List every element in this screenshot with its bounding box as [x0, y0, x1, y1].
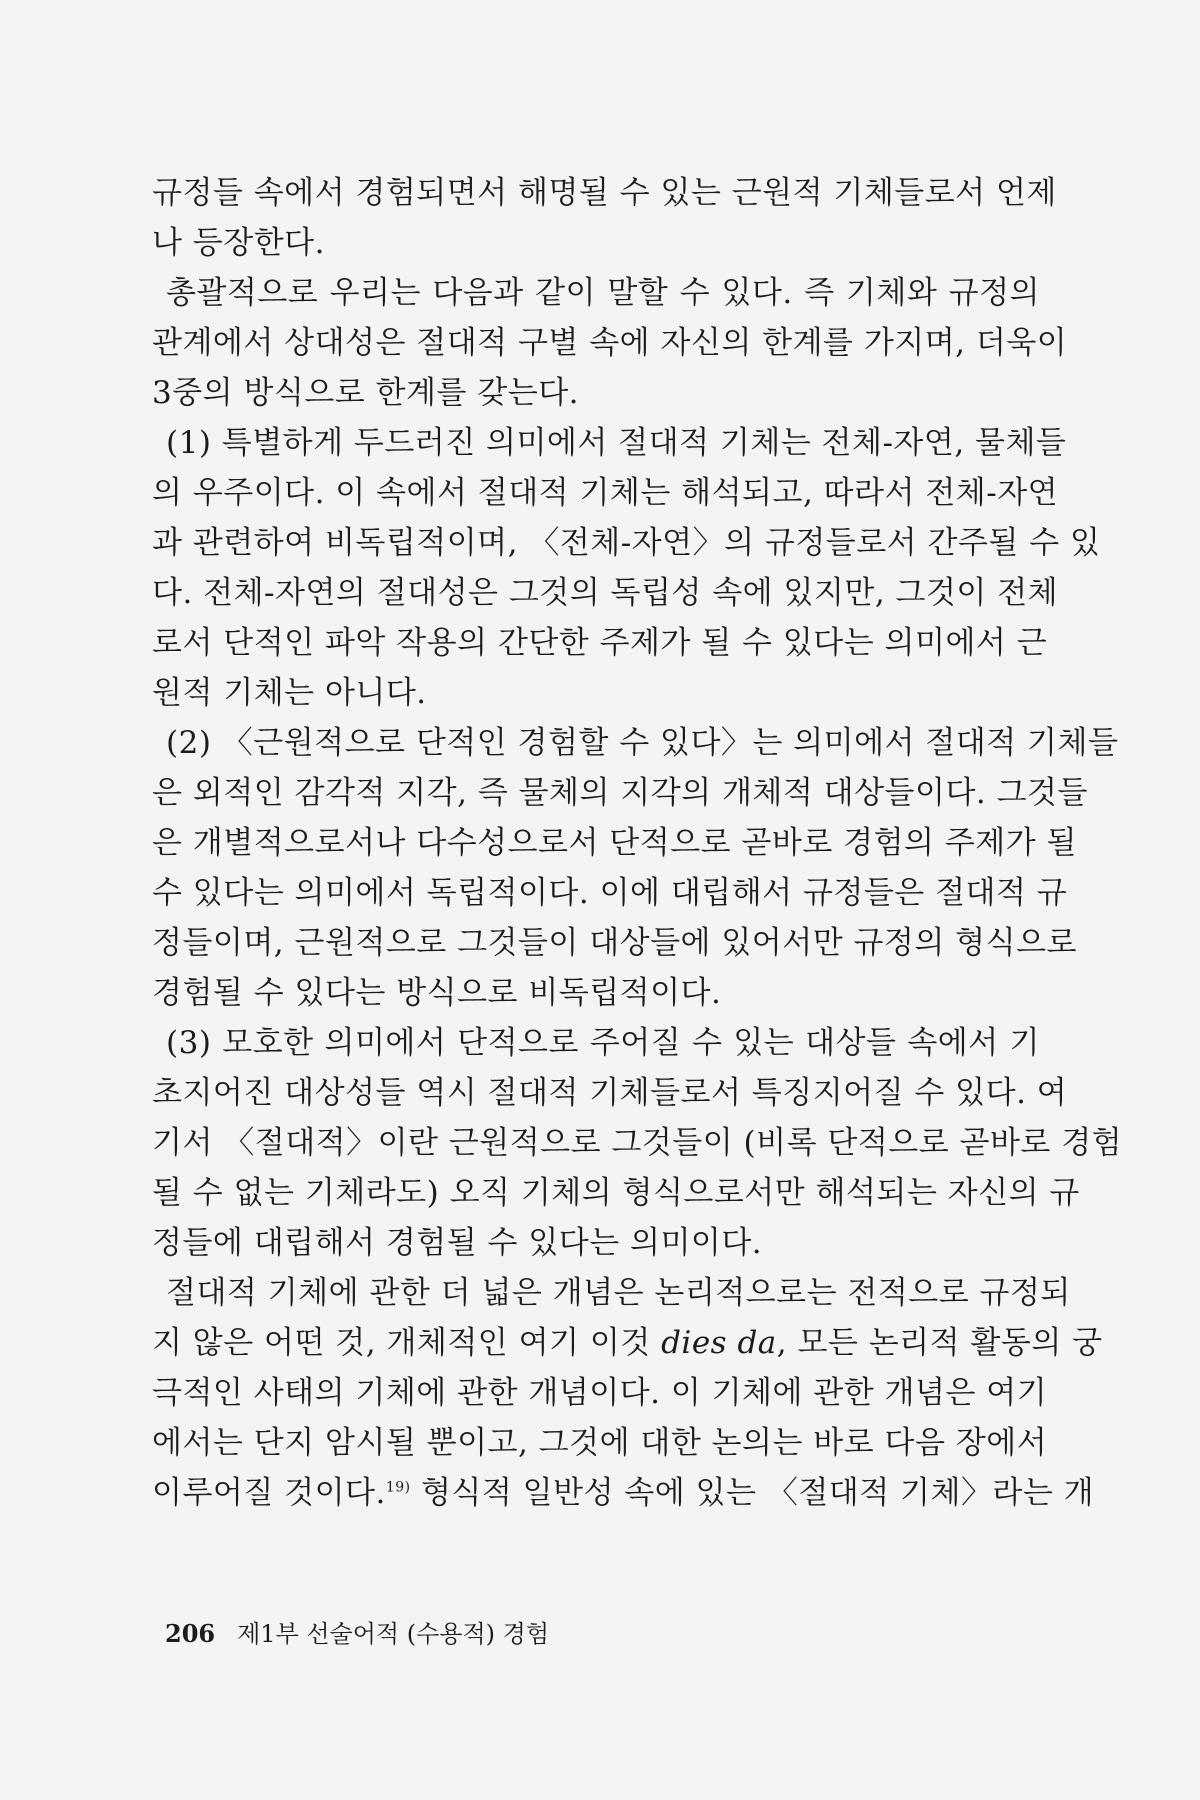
latin-phrase: dies da	[661, 1325, 777, 1361]
text-line: 총괄적으로 우리는 다음과 같이 말할 수 있다. 즉 기체와 규정의	[166, 275, 1040, 311]
text-line: 다. 전체-자연의 절대성은 그것의 독립성 속에 있지만, 그것이 전체	[152, 575, 1059, 611]
text-line: 경험될 수 있다는 방식으로 비독립적이다.	[152, 975, 722, 1011]
text-line: 은 개별적으로서나 다수성으로서 단적으로 곧바로 경험의 주제가 될	[152, 825, 1077, 861]
footnote-marker: 19)	[385, 1479, 411, 1496]
text-line: 3중의 방식으로 한계를 갖는다.	[152, 375, 579, 411]
text-line: 절대적 기체에 관한 더 넓은 개념은 논리적으로는 전적으로 규정되	[166, 1275, 1071, 1311]
text-line: 정들이며, 근원적으로 그것들이 대상들에 있어서만 규정의 형식으로	[152, 925, 1077, 961]
text-line: 극적인 사태의 기체에 관한 개념이다. 이 기체에 관한 개념은 여기	[152, 1375, 1048, 1411]
text-line: 기서 〈절대적〉이란 근원적으로 그것들이 (비록 단적으로 곧바로 경험	[152, 1125, 1123, 1161]
running-title: 제1부 선술어적 (수용적) 경험	[237, 1620, 550, 1648]
text-line: 관계에서 상대성은 절대적 구별 속에 자신의 한계를 가지며, 더욱이	[152, 325, 1068, 361]
text-line: 이루어질 것이다.$^{19)}$ 형식적 일반성 속에 있는 〈절대적 기체〉라는 개	[152, 1475, 1095, 1511]
text-line: (3) 모호한 의미에서 단적으로 주어질 수 있는 대상들 속에서 기	[166, 1025, 1040, 1061]
text-line: (2) 〈근원적으로 단적인 경험할 수 있다〉는 의미에서 절대적 기체들	[166, 725, 1119, 761]
text-line: 지 않은 어떤 것, 개체적인 여기 이것 dies da, 모든 논리적 활동의 궁	[152, 1325, 1103, 1361]
text-line: 과 관련하여 비독립적이며, 〈전체-자연〉의 규정들로서 간주될 수 있	[152, 525, 1101, 561]
body-text	[152, 168, 1123, 1518]
text-line: (1) 특별하게 두드러진 의미에서 절대적 기체는 전체-자연, 물체들	[166, 425, 1067, 461]
text-line: 초지어진 대상성들 역시 절대적 기체들로서 특징지어질 수 있다. 여	[152, 1075, 1068, 1111]
text-line: 나 등장한다.	[152, 225, 325, 261]
text-line: 로서 단적인 파악 작용의 간단한 주제가 될 수 있다는 의미에서 근	[152, 625, 1048, 661]
text-line: 정들에 대립해서 경험될 수 있다는 의미이다.	[152, 1225, 763, 1261]
text-line: 은 외적인 감각적 지각, 즉 물체의 지각의 개체적 대상들이다. 그것들	[152, 775, 1088, 811]
text-line: 의 우주이다. 이 속에서 절대적 기체는 해석되고, 따라서 전체-자연	[152, 475, 1059, 511]
text-line: 될 수 없는 기체라도) 오직 기체의 형식으로서만 해석되는 자신의 규	[152, 1175, 1080, 1211]
text-line: 원적 기체는 아니다.	[152, 675, 427, 711]
text-line: 수 있다는 의미에서 독립적이다. 이에 대립해서 규정들은 절대적 규	[152, 875, 1068, 911]
page-number: 206	[165, 1619, 216, 1648]
text-line: 에서는 단지 암시될 뿐이고, 그것에 대한 논의는 바로 다음 장에서	[152, 1425, 1048, 1461]
text-line: 규정들 속에서 경험되면서 해명될 수 있는 근원적 기체들로서 언제	[152, 175, 1057, 211]
page-footer	[165, 1614, 549, 1649]
